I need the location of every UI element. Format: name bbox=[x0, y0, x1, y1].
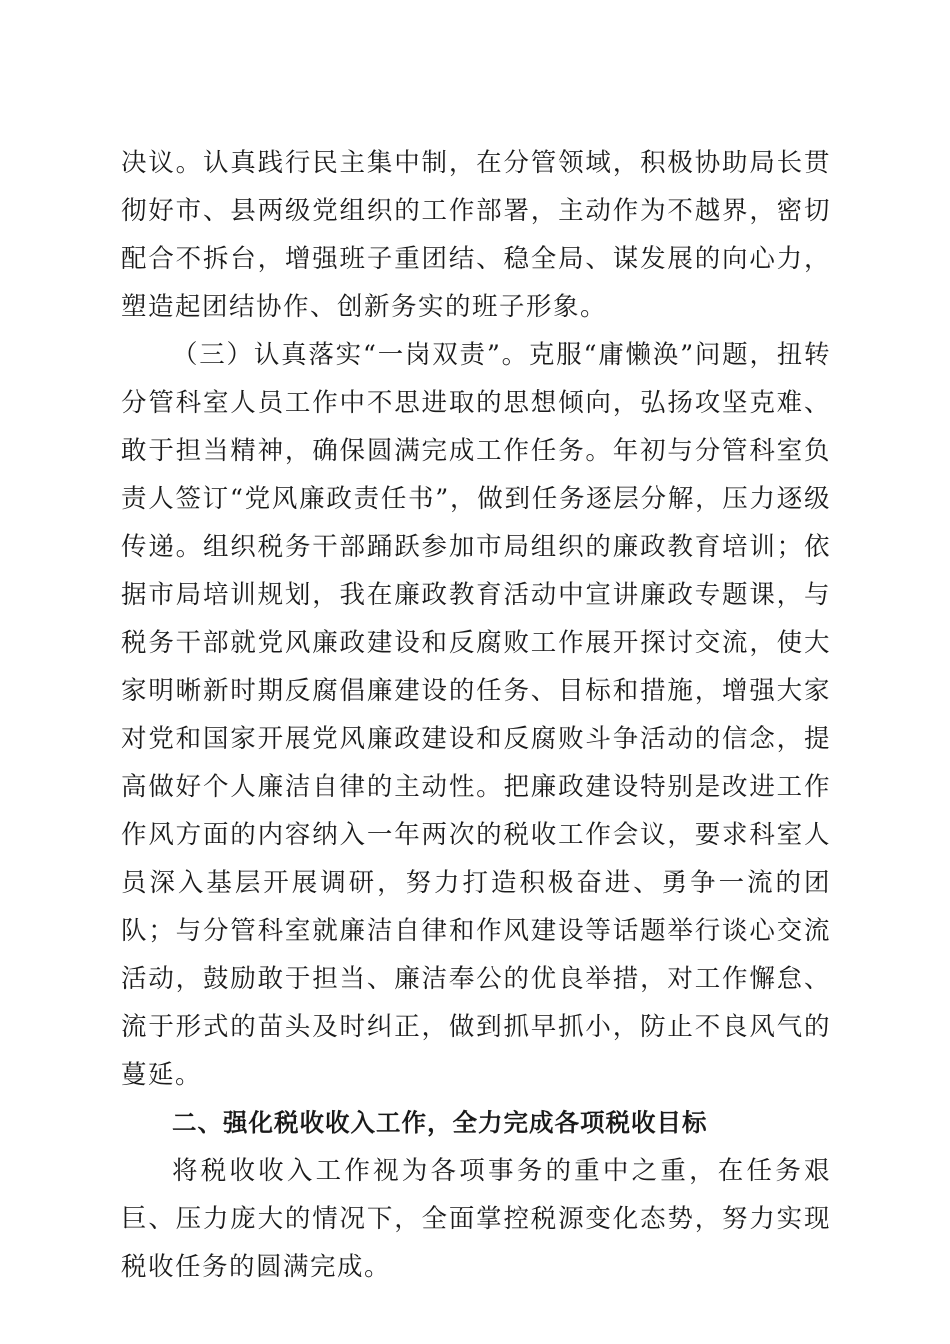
paragraph-one-post-two-duties: （三）认真落实“一岗双责”。克服“庸懒涣”问题，扭转分管科室人员工作中不思进取的思想倾向，弘扬攻坚克难、敢于担当精神，确保圆满完成工作任务。年初与分管科室负责人签订“党风廉政责任书”，做到任务逐层分解，压力逐级传递。组织税务干部踊跃参加市局组织的廉政教育培训；依据市局培训规划，我在廉政教育活动中宣讲廉政专题课，与税务干部就党风廉政建设和反腐败工作展开探讨交流，使大家明晰新时期反腐倡廉建设的任务、目标和措施，增强大家对党和国家开展党风廉政建设和反腐败斗争活动的信念，提高做好个人廉洁自律的主动性。把廉政建设特别是改进工作作风方面的内容纳入一年两次的税收工作会议，要求科室人员深入基层开展调研，努力打造积极奋进、勇争一流的团队；与分管科室就廉洁自律和作风建设等话题举行谈心交流活动，鼓励敢于担当、廉洁奉公的优良举措，对工作懈怠、流于形式的苗头及时纠正，做到抓早抓小，防止不良风气的蔓延。 bbox=[121, 340, 831, 1090]
section-heading-tax-revenue: 二、强化税收收入工作，全力完成各项税收目标 bbox=[172, 1108, 708, 1137]
paragraph-resolution: 决议。认真践行民主集中制，在分管领域，积极协助局长贯彻好市、县两级党组织的工作部署，主动作为不越界，密切配合不拆台，增强班子重团结、稳全局、谋发展的向心力，塑造起团结协作、创新务实的班子形象。 bbox=[121, 148, 831, 322]
document-body bbox=[121, 139, 831, 1291]
paragraph-tax-revenue: 将税收收入工作视为各项事务的重中之重，在任务艰巨、压力庞大的情况下，全面掌控税源变化态势，努力实现税收任务的圆满完成。 bbox=[121, 1156, 831, 1282]
